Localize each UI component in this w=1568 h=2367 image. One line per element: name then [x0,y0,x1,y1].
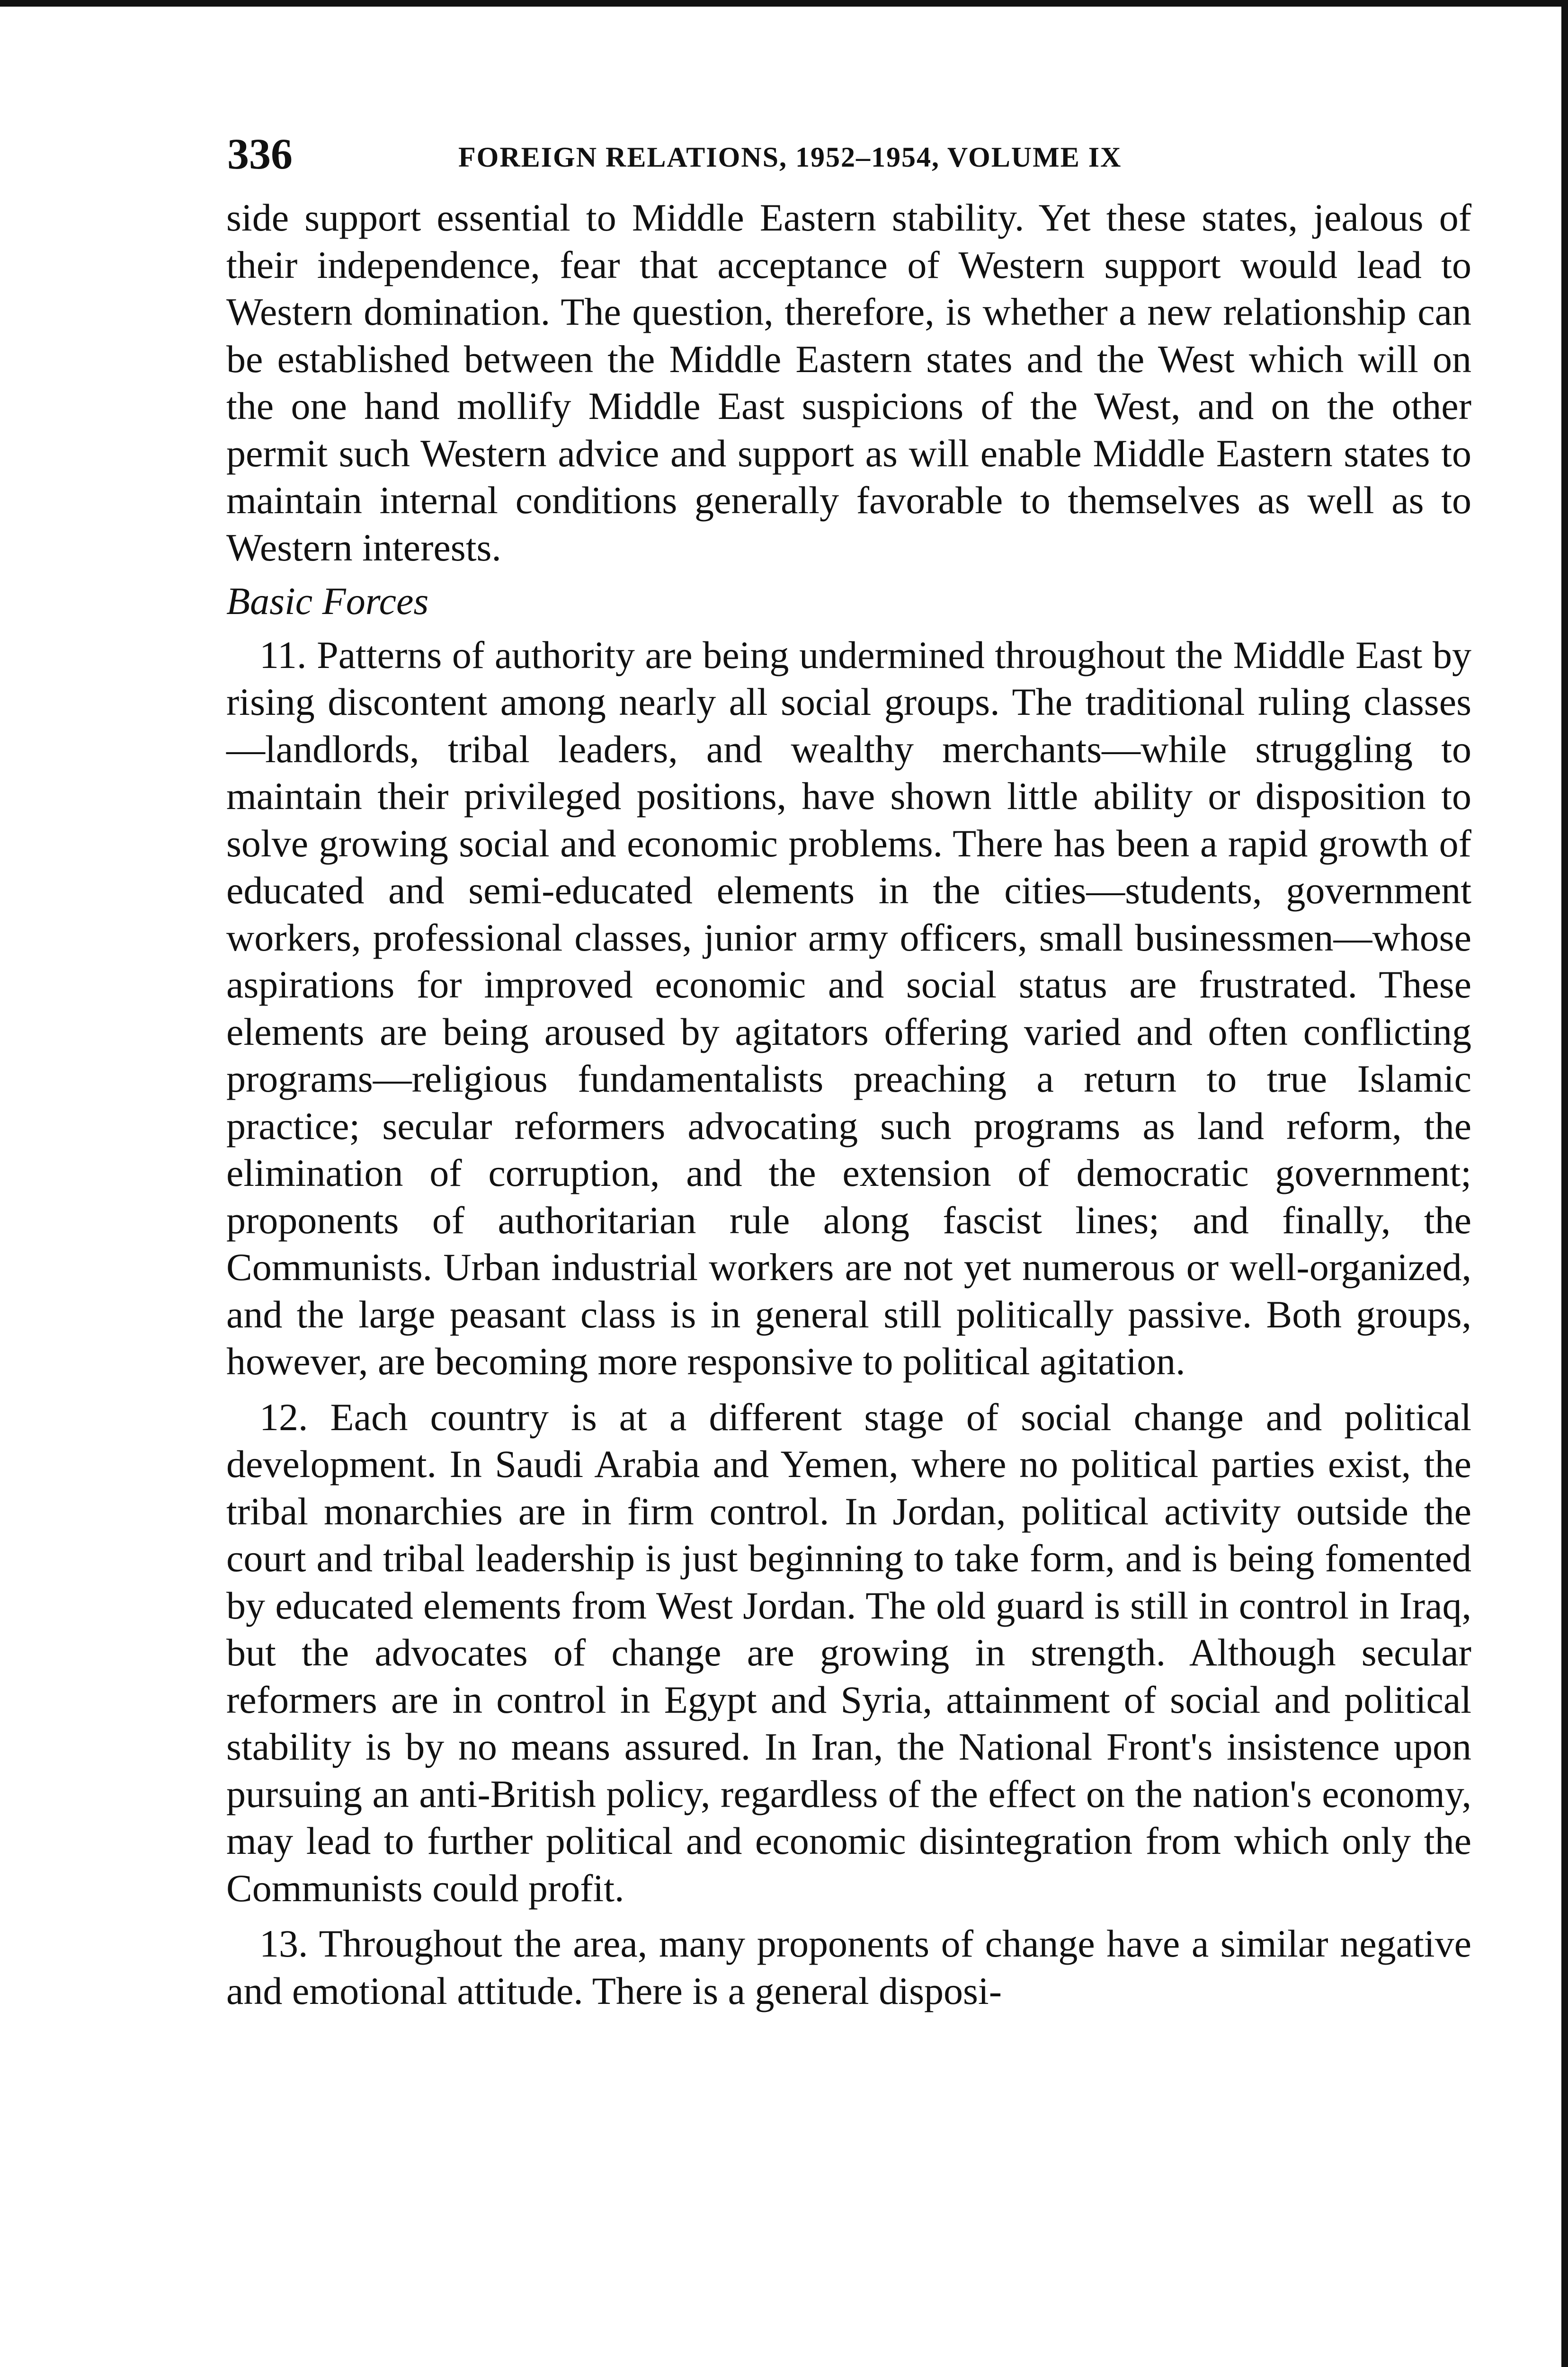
intro-paragraph: side support essential to Middle Eastern stability. Yet these states, jealous of their independence, fear that acceptance of Western support would lead to Western domination. The question, therefore, is whether a new relationship can be established between the Middle Eastern states and the West which will on the one hand mollify Middle East suspicions of the West, and on the other permit such Western advice and support as will enable Middle Eastern states to maintain internal conditions generally favorable to themselves as well as to Western interests. [226,196,1471,569]
scan-right-border [1561,0,1568,2367]
scan-top-border [0,0,1568,7]
page-number: 336 [227,130,293,178]
section-heading-basic-forces: Basic Forces [226,579,429,623]
body-text [226,194,1471,2014]
paragraph-13: 13. Throughout the area, many proponents of change have a similar negative and emotional attitude. There is a general disposi- [226,1922,1471,2012]
page-header [226,128,1471,194]
document-page [226,128,1471,2014]
paragraph-11: 11. Patterns of authority are being undermined throughout the Middle East by rising discontent among nearly all social groups. The traditional ruling classes—landlords, tribal leaders, and wealthy merchants—while struggling to maintain their privileged positions, have shown little ability or disposition to solve growing social and economic problems. There has been a rapid growth of educated and semi-educated elements in the cities—students, government workers, professional classes, junior army officers, small businessmen—whose aspirations for improved economic and social status are frustrated. These elements are being aroused by agitators offering varied and often conflicting programs—religious fundamentalists preaching a return to true Islamic practice; secular reformers advocating such programs as land reform, the elimination of corruption, and the extension of democratic government; proponents of authoritarian rule along fascist lines; and finally, the Communists. Urban industrial workers are not yet numerous or well-organized, and the large peasant class is in general still politically passive. Both groups, however, are becoming more responsive to political agitation. [226,633,1471,1383]
paragraph-12: 12. Each country is at a different stage of social change and political development. In Saudi Arabia and Yemen, where no political parties exist, the tribal monarchies are in firm control. In Jordan, political activity outside the court and tribal leadership is just beginning to take form, and is being fomented by educated elements from West Jordan. The old guard is still in control in Iraq, but the advocates of change are growing in strength. Although secular reformers are in control in Egypt and Syria, attainment of social and political stability is by no means assured. In Iran, the National Front's insistence upon pursuing an anti-British policy, regardless of the effect on the nation's economy, may lead to further political and economic disintegration from which only the Communists could profit. [226,1395,1471,1910]
running-head: FOREIGN RELATIONS, 1952–1954, VOLUME IX [458,142,1122,173]
